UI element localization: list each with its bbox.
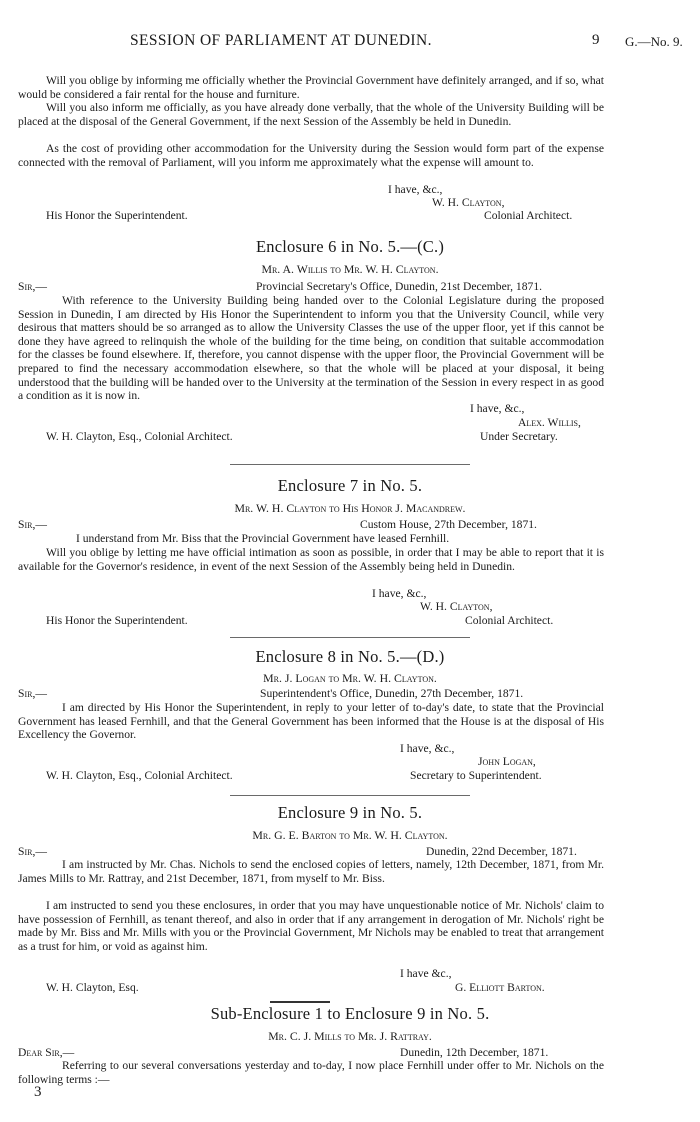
enclosure-9-place-date: Dunedin, 22nd December, 1871. (426, 845, 577, 858)
sub-enclosure-1-place-date: Dunedin, 12th December, 1871. (400, 1046, 549, 1059)
page-header (0, 34, 700, 52)
page-number: 9 (592, 32, 600, 48)
enclosure-7-paragraph-1: I understand from Mr. Biss that the Provincial Government have leased Fernhill. (76, 532, 450, 545)
enclosure-8-body: I am directed by His Honor the Superintendent, in reply to your letter of to-day's date, to state that the Provincial Government has leased Fernhill, and that the General Government has been informed that the House is at the disposal of His Excellency the Governor. (18, 701, 604, 742)
enclosure-7-heading: Enclosure 7 in No. 5. (277, 476, 423, 495)
enclosure-6-place-date: Provincial Secretary's Office, Dunedin, 21st December, 1871. (256, 280, 543, 293)
enclosure-7-salutation: Sir,— (18, 518, 47, 531)
enclosure-9-signatory: G. Elliott Barton. (455, 981, 545, 994)
enclosure-8-signatory-title: Secretary to Superintendent. (410, 769, 542, 782)
enclosure-6-from-to: Mr. A. Willis to Mr. W. H. Clayton. (261, 262, 439, 276)
enclosure-9-paragraph-1: I am instructed by Mr. Chas. Nichols to send the enclosed copies of letters, namely, 12th December, 1871, from Mr. James Mills to Mr. Rattray, and 21st December, 1871, from myself to Mr. Biss. (18, 858, 604, 885)
section-divider (270, 1001, 330, 1003)
enclosure-7-signatory: W. H. Clayton, (420, 600, 493, 613)
enclosure-9-closing: I have &c., (400, 967, 452, 980)
sub-enclosure-1-from-to: Mr. C. J. Mills to Mr. J. Rattray. (268, 1029, 432, 1043)
paper-reference: G.—No. 9. (625, 34, 683, 49)
signature-mark: 3 (34, 1084, 42, 1100)
section-divider (230, 795, 470, 796)
sub-enclosure-1-body: Referring to our several conversations yesterday and to-day, I now place Fernhill under offer to Mr. Nichols on the following terms :— (18, 1059, 604, 1086)
enclosure-9-addressee: W. H. Clayton, Esq. (46, 981, 139, 994)
running-title: SESSION OF PARLIAMENT AT DUNEDIN. (130, 32, 432, 49)
enclosure-9-paragraph-2: I am instructed to send you these enclosures, in order that you may have unquestionable notice of Mr. Nichols' claim to have possession of Fernhill, as tenant thereof, and also in order that if any arrangement in derogation of Mr. Nichols' right be made by Mr. Biss and Mr. Mills with you or the Provincial Government, Mr Nichols may be enabled to treat that arrangement as a trust for him, or void as against him. (18, 899, 604, 953)
enclosure-9-salutation: Sir,— (18, 845, 47, 858)
letter1-signatory-title: Colonial Architect. (484, 209, 573, 222)
enclosure-6-salutation: Sir,— (18, 280, 47, 293)
enclosure-8-addressee: W. H. Clayton, Esq., Colonial Architect. (46, 769, 233, 782)
letter1-closing: I have, &c., (388, 183, 443, 196)
enclosure-6-body: With reference to the University Building being handed over to the Colonial Legislature during the proposed Session in Dunedin, I am directed by His Honor the Superintendent to inform you that the University Council, while very desirous that matters should be so arranged as to allow the University Classes the use of the upper floor, yet if this cannot be done they have agreed to relinquish the whole of the building for the time being, on condition that suitable accommodation for the classes be found elsewhere. If, therefore, you cannot dispense with the upper floor, the Provincial Government will be prepared to find the necessary accommodation elsewhere, so that the whole will be placed at your disposal, it being understood that the building will be handed over to the University at the termination of the Session in every respect in as good a condition as it is now in. (18, 294, 604, 403)
enclosure-7-signatory-title: Colonial Architect. (465, 614, 554, 627)
letter1-paragraph-2: Will you also inform me officially, as you have already done verbally, that the whole of the University Building will be placed at the disposal of the General Government, if the next Session of the Assembly be held in Dunedin. (18, 101, 604, 128)
enclosure-9-heading: Enclosure 9 in No. 5. (277, 803, 423, 822)
letter1-paragraph-3: As the cost of providing other accommodation for the University during the Session would form part of the expense connected with the removal of Parliament, will you inform me approximately what the expense will amount to. (18, 142, 604, 169)
enclosure-7-place-date: Custom House, 27th December, 1871. (360, 518, 537, 531)
enclosure-7-closing: I have, &c., (372, 587, 427, 600)
enclosure-7-from-to: Mr. W. H. Clayton to His Honor J. Macandrew. (234, 501, 466, 515)
enclosure-8-salutation: Sir,— (18, 687, 47, 700)
enclosure-6-signatory: Alex. Willis, (518, 416, 581, 429)
enclosure-7-paragraph-2: Will you oblige by letting me have official intimation as soon as possible, in order that I may be able to report that it is available for the Governor's residence, in event of the next Session of the Assembly being held in Dunedin. (18, 546, 604, 573)
section-divider (230, 637, 470, 638)
enclosure-8-place-date: Superintendent's Office, Dunedin, 27th December, 1871. (260, 687, 524, 700)
enclosure-8-closing: I have, &c., (400, 742, 455, 755)
sub-enclosure-1-heading: Sub-Enclosure 1 to Enclosure 9 in No. 5. (210, 1004, 490, 1023)
enclosure-7-addressee: His Honor the Superintendent. (46, 614, 188, 627)
section-divider (230, 464, 470, 465)
letter1-paragraph-1: Will you oblige by informing me officially whether the Provincial Government have definitely arranged, and if so, what would be considered a fair rental for the house and furniture. (18, 74, 604, 101)
enclosure-6-addressee: W. H. Clayton, Esq., Colonial Architect. (46, 430, 233, 443)
enclosure-8-heading: Enclosure 8 in No. 5.—(D.) (255, 647, 445, 666)
letter1-signatory: W. H. Clayton, (432, 196, 505, 209)
enclosure-6-closing: I have, &c., (470, 402, 525, 415)
sub-enclosure-1-salutation: Dear Sir,— (18, 1046, 75, 1059)
enclosure-8-signatory: John Logan, (478, 755, 536, 768)
enclosure-6-heading: Enclosure 6 in No. 5.—(C.) (255, 237, 445, 256)
letter1-addressee: His Honor the Superintendent. (46, 209, 188, 222)
enclosure-8-from-to: Mr. J. Logan to Mr. W. H. Clayton. (263, 671, 437, 685)
enclosure-6-signatory-title: Under Secretary. (480, 430, 558, 443)
enclosure-9-from-to: Mr. G. E. Barton to Mr. W. H. Clayton. (252, 828, 448, 842)
